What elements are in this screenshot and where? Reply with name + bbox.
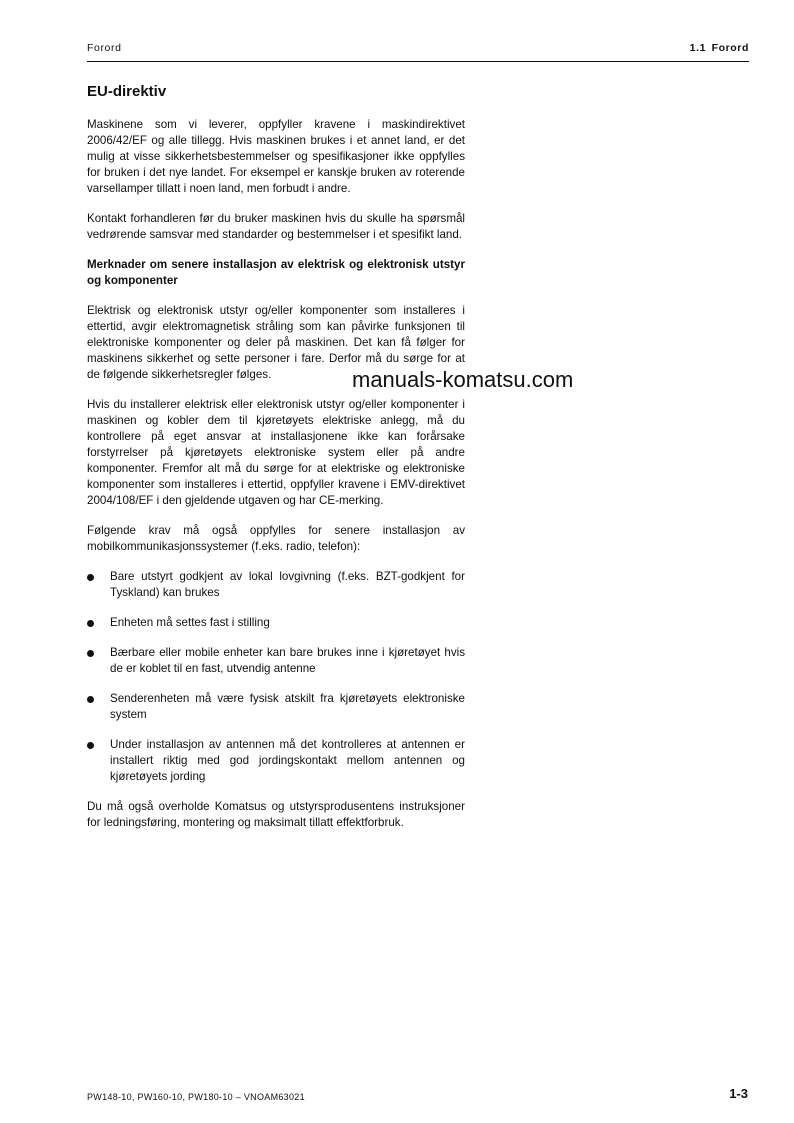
- bullet-icon: [87, 650, 94, 657]
- intro-paragraph-2: Kontakt forhandleren før du bruker maskinen hvis du skulle ha spørsmål vedrørende samsvar med standarder og bestemmelser i et spesifikt land.: [87, 212, 465, 241]
- list-item-text: Under installasjon av antennen må det kontrolleres at antennen er installert riktig med god jordingskontakt mellom antennen og kjøretøyets jording: [110, 738, 465, 783]
- bullet-icon: [87, 742, 94, 749]
- footer-model-reference: PW148-10, PW160-10, PW180-10 – VNOAM63021: [87, 1092, 305, 1102]
- watermark-text: manuals-komatsu.com: [352, 367, 574, 392]
- list-item-text: Senderenheten må være fysisk atskilt fra kjøretøyets elektroniske system: [110, 692, 465, 721]
- list-item-text: Bærbare eller mobile enheter kan bare brukes inne i kjøretøyet hvis de er koblet til en fast, utvendig antenne: [110, 646, 465, 675]
- body-paragraph-2: Hvis du installerer elektrisk eller elektronisk utstyr og/eller komponenter i maskinen og kobler dem til kjøretøyets elektriske anlegg, må du kontrollere på eget ansvar at installasjonene ikke kan forårsake forstyrrelser på kjøretøyets elektroniske system eller på andre komponenter. Fremfor alt må du sørge for at elektriske og elektroniske komponenter som installeres i ettertid, oppfyller kravene i EMV-direktivet 2004/108/EF i den gjeldende utgaven og har CE-merking.: [87, 398, 465, 507]
- body-paragraph-3: Følgende krav må også oppfylles for senere installasjon av mobilkommunikasjonssystemer (f.eks. radio, telefon):: [87, 524, 465, 553]
- bullet-icon: [87, 696, 94, 703]
- list-item: [87, 615, 465, 631]
- list-item: [87, 691, 465, 723]
- header-chapter-label: 1.1 Forord: [689, 42, 749, 54]
- header-section-label: Forord: [87, 42, 122, 54]
- list-item-text: Enheten må settes fast i stilling: [110, 616, 270, 629]
- bullet-icon: [87, 620, 94, 627]
- list-item: [87, 569, 465, 601]
- page-title: EU-direktiv: [87, 83, 167, 100]
- list-item: [87, 645, 465, 677]
- section-subheading: Merknader om senere installasjon av elektrisk og elektronisk utstyr og komponenter: [87, 258, 465, 287]
- bullet-icon: [87, 574, 94, 581]
- closing-paragraph: Du må også overholde Komatsus og utstyrsprodusentens instruksjoner for ledningsføring, montering og maksimalt tillatt effektforbruk.: [87, 800, 465, 829]
- intro-paragraph-1: Maskinene som vi leverer, oppfyller kravene i maskindirektivet 2006/42/EF og alle tillegg. Hvis maskinen brukes i et annet land, er det mulig at visse sikkerhetsbestemmelser og spesifikasjoner ikke oppfylles for bruken i det nye landet. For eksempel er kanskje bruken av roterende varsellamper tillatt i noen land, men forbudt i andre.: [87, 118, 465, 195]
- body-paragraph-1: Elektrisk og elektronisk utstyr og/eller komponenter som installeres i ettertid, avgir elektromagnetisk stråling som kan påvirke funksjonen til elektroniske komponenter og deler på maskinen. Det kan få følger for maskinens sikkerhet og sette personer i fare. Derfor må du sørge for at de følgende sikkerhetsregler følges.: [87, 304, 465, 381]
- list-item-text: Bare utstyrt godkjent av lokal lovgivning (f.eks. BZT-godkjent for Tyskland) kan brukes: [110, 570, 465, 599]
- main-content: [87, 82, 465, 845]
- page-number: 1-3: [729, 1086, 748, 1101]
- page-header: [87, 42, 749, 62]
- requirements-list: [87, 569, 465, 785]
- list-item: [87, 737, 465, 785]
